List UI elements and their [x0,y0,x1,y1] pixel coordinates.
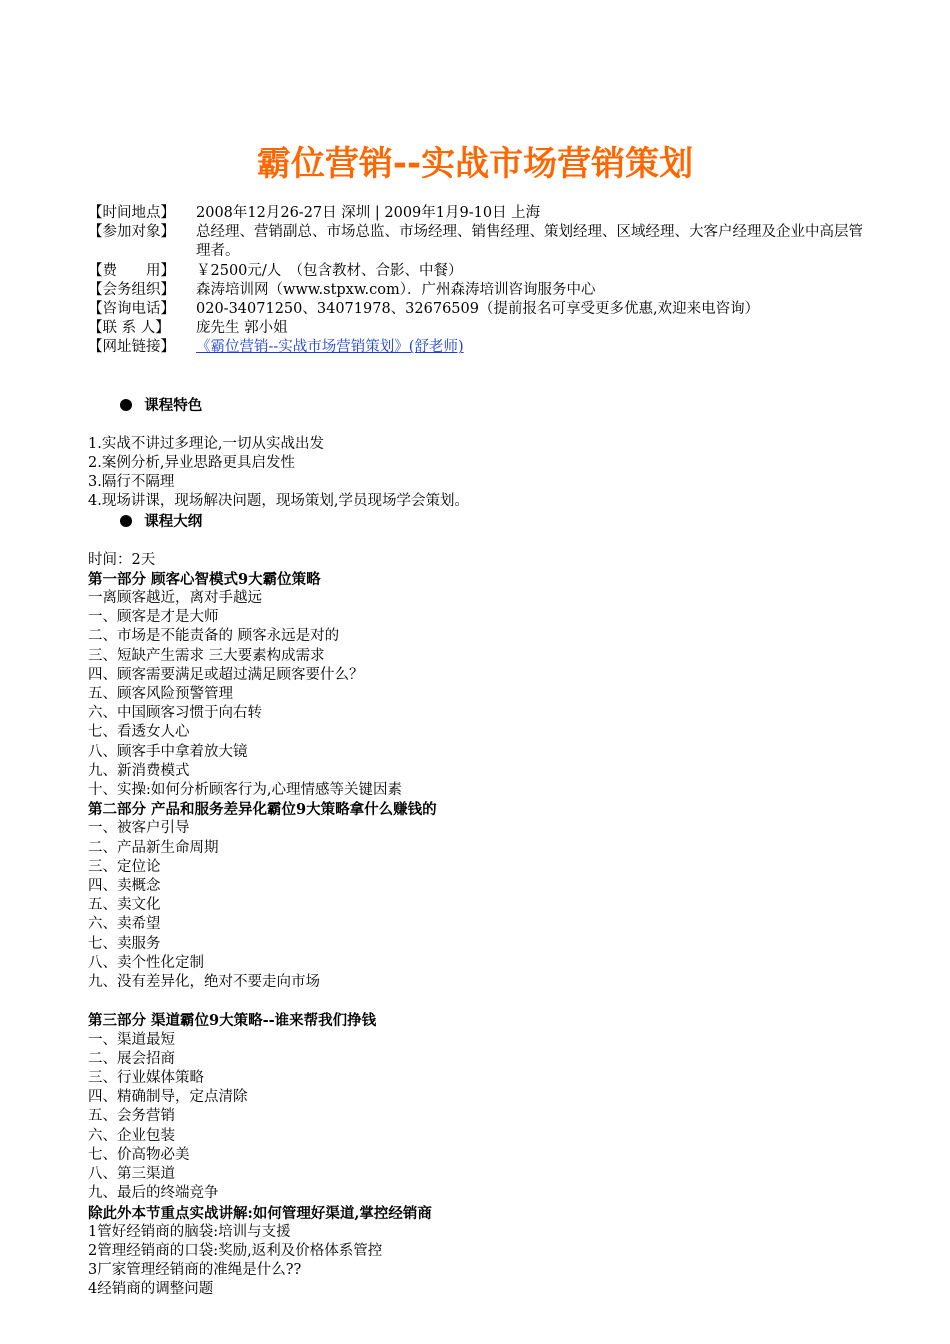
list-item: 八、顾客手中拿着放大镜 [88,743,248,760]
list-item: 八、第三渠道 [88,1166,175,1183]
info-value: 020-34071250、34071978、32676509（提前报名可享受更多优惠,欢迎来电咨询） [196,301,760,318]
bullet-icon [120,515,132,527]
info-row-phone [88,300,868,319]
info-label: 【咨询电话】 [88,301,175,318]
info-row-audience [88,223,868,261]
features-heading-text: 课程特色 [144,397,203,415]
list-item: 三、短缺产生需求 三大要素构成需求 [88,647,325,664]
list-item: 四、精确制导，定点清除 [88,1089,248,1106]
list-item: 二、展会招商 [88,1050,175,1067]
list-item: 十、实操:如何分析顾客行为,心理情感等关键因素 [88,782,402,799]
bullet-icon [120,399,132,411]
list-item: 4经销商的调整问题 [88,1281,214,1298]
list-item: 五、顾客风险预警管理 [88,686,233,703]
info-value: 总经理、营销副总、市场总监、市场经理、销售经理、策划经理、区域经理、大客户经理及企业中高层管理者。 [196,224,863,260]
part-title: 第一部分 顾客心智模式9大霸位策略 [88,570,321,588]
outline-heading-text: 课程大纲 [144,513,203,531]
course-info [88,204,868,358]
list-item: 一、渠道最短 [88,1031,175,1048]
list-item: 4.现场讲课，现场解决问题，现场策划,学员现场学会策划。 [88,493,469,510]
course-link[interactable]: 《霸位营销--实战市场营销策划》(舒老师) [196,339,464,356]
list-item: 一、被客户引导 [88,820,190,837]
list-item: 一、顾客是才是大师 [88,609,219,626]
list-item: 七、卖服务 [88,935,161,952]
outline-heading [88,493,888,551]
list-item: 四、顾客需要满足或超过满足顾客要什么？ [88,666,364,683]
part-title: 第三部分 渠道霸位9大策略--谁来帮我们挣钱 [88,1012,377,1030]
list-item: 二、市场是不能责备的 顾客永远是对的 [88,628,340,645]
info-label: 【参加对象】 [88,224,175,241]
info-row-contact [88,319,868,338]
part-title: 除此外本节重点实战讲解:如何管理好渠道,掌控经销商 [88,1204,432,1222]
info-row-fee [88,262,868,281]
info-value: 庞先生 郭小姐 [196,320,288,337]
outline-section [88,493,888,1300]
list-item: 2管理经销商的口袋:奖励,返利及价格体系管控 [88,1242,383,1259]
info-label: 【时间地点】 [88,205,175,221]
page-title: 霸位营销--实战市场营销策划 [256,144,694,184]
list-item: 2.案例分析,异业思路更具启发性 [88,454,295,471]
list-item: 七、看透女人心 [88,724,190,741]
part-title: 第二部分 产品和服务差异化霸位9大策略拿什么赚钱的 [88,801,437,819]
list-item: 二、产品新生命周期 [88,839,219,856]
info-row-organizer [88,281,868,300]
list-item: 3.隔行不隔理 [88,474,175,491]
info-row-time [88,204,868,223]
info-value: 森涛培训网（www.stpxw.com）．广州森涛培训咨询服务中心 [196,281,596,298]
list-item: 七、价高物必美 [88,1146,190,1163]
list-item: 五、卖文化 [88,897,161,914]
list-item: 九、新消费模式 [88,762,190,779]
list-item: 四、卖概念 [88,878,161,895]
list-item: 三、定位论 [88,858,161,875]
info-value [196,338,868,357]
course-duration: 时间：2天 [88,551,156,568]
list-item: 九、最后的终端竞争 [88,1185,219,1202]
info-value: 2008年12月26-27日 深圳 | 2009年1月9-10日 上海 [196,205,541,221]
list-item: 九、没有差异化，绝对不要走向市场 [88,974,320,991]
list-item: 五、会务营销 [88,1108,175,1125]
list-item: 六、企业包装 [88,1127,175,1144]
info-label: 【网址链接】 [88,339,175,356]
list-item: 八、卖个性化定制 [88,954,204,971]
list-item: 3厂家管理经销商的准绳是什么?? [88,1262,302,1279]
list-item: 1管好经销商的脑袋:培训与支援 [88,1223,291,1240]
features-section [88,377,888,511]
info-value: ￥2500元/人 （包含教材、合影、中餐） [196,262,463,279]
list-item: 一离顾客越近，离对手越远 [88,590,262,607]
info-label: 【费 用】 [88,262,175,279]
list-item: 1.实战不讲过多理论,一切从实战出发 [88,435,324,452]
info-label: 【会务组织】 [88,281,175,298]
info-row-link [88,338,868,357]
list-item: 六、卖希望 [88,916,161,933]
spacer [88,992,888,1011]
features-heading [88,377,888,435]
info-label: 【联 系 人】 [88,320,170,337]
list-item: 三、行业媒体策略 [88,1070,204,1087]
list-item: 六、中国顾客习惯于向右转 [88,705,262,722]
